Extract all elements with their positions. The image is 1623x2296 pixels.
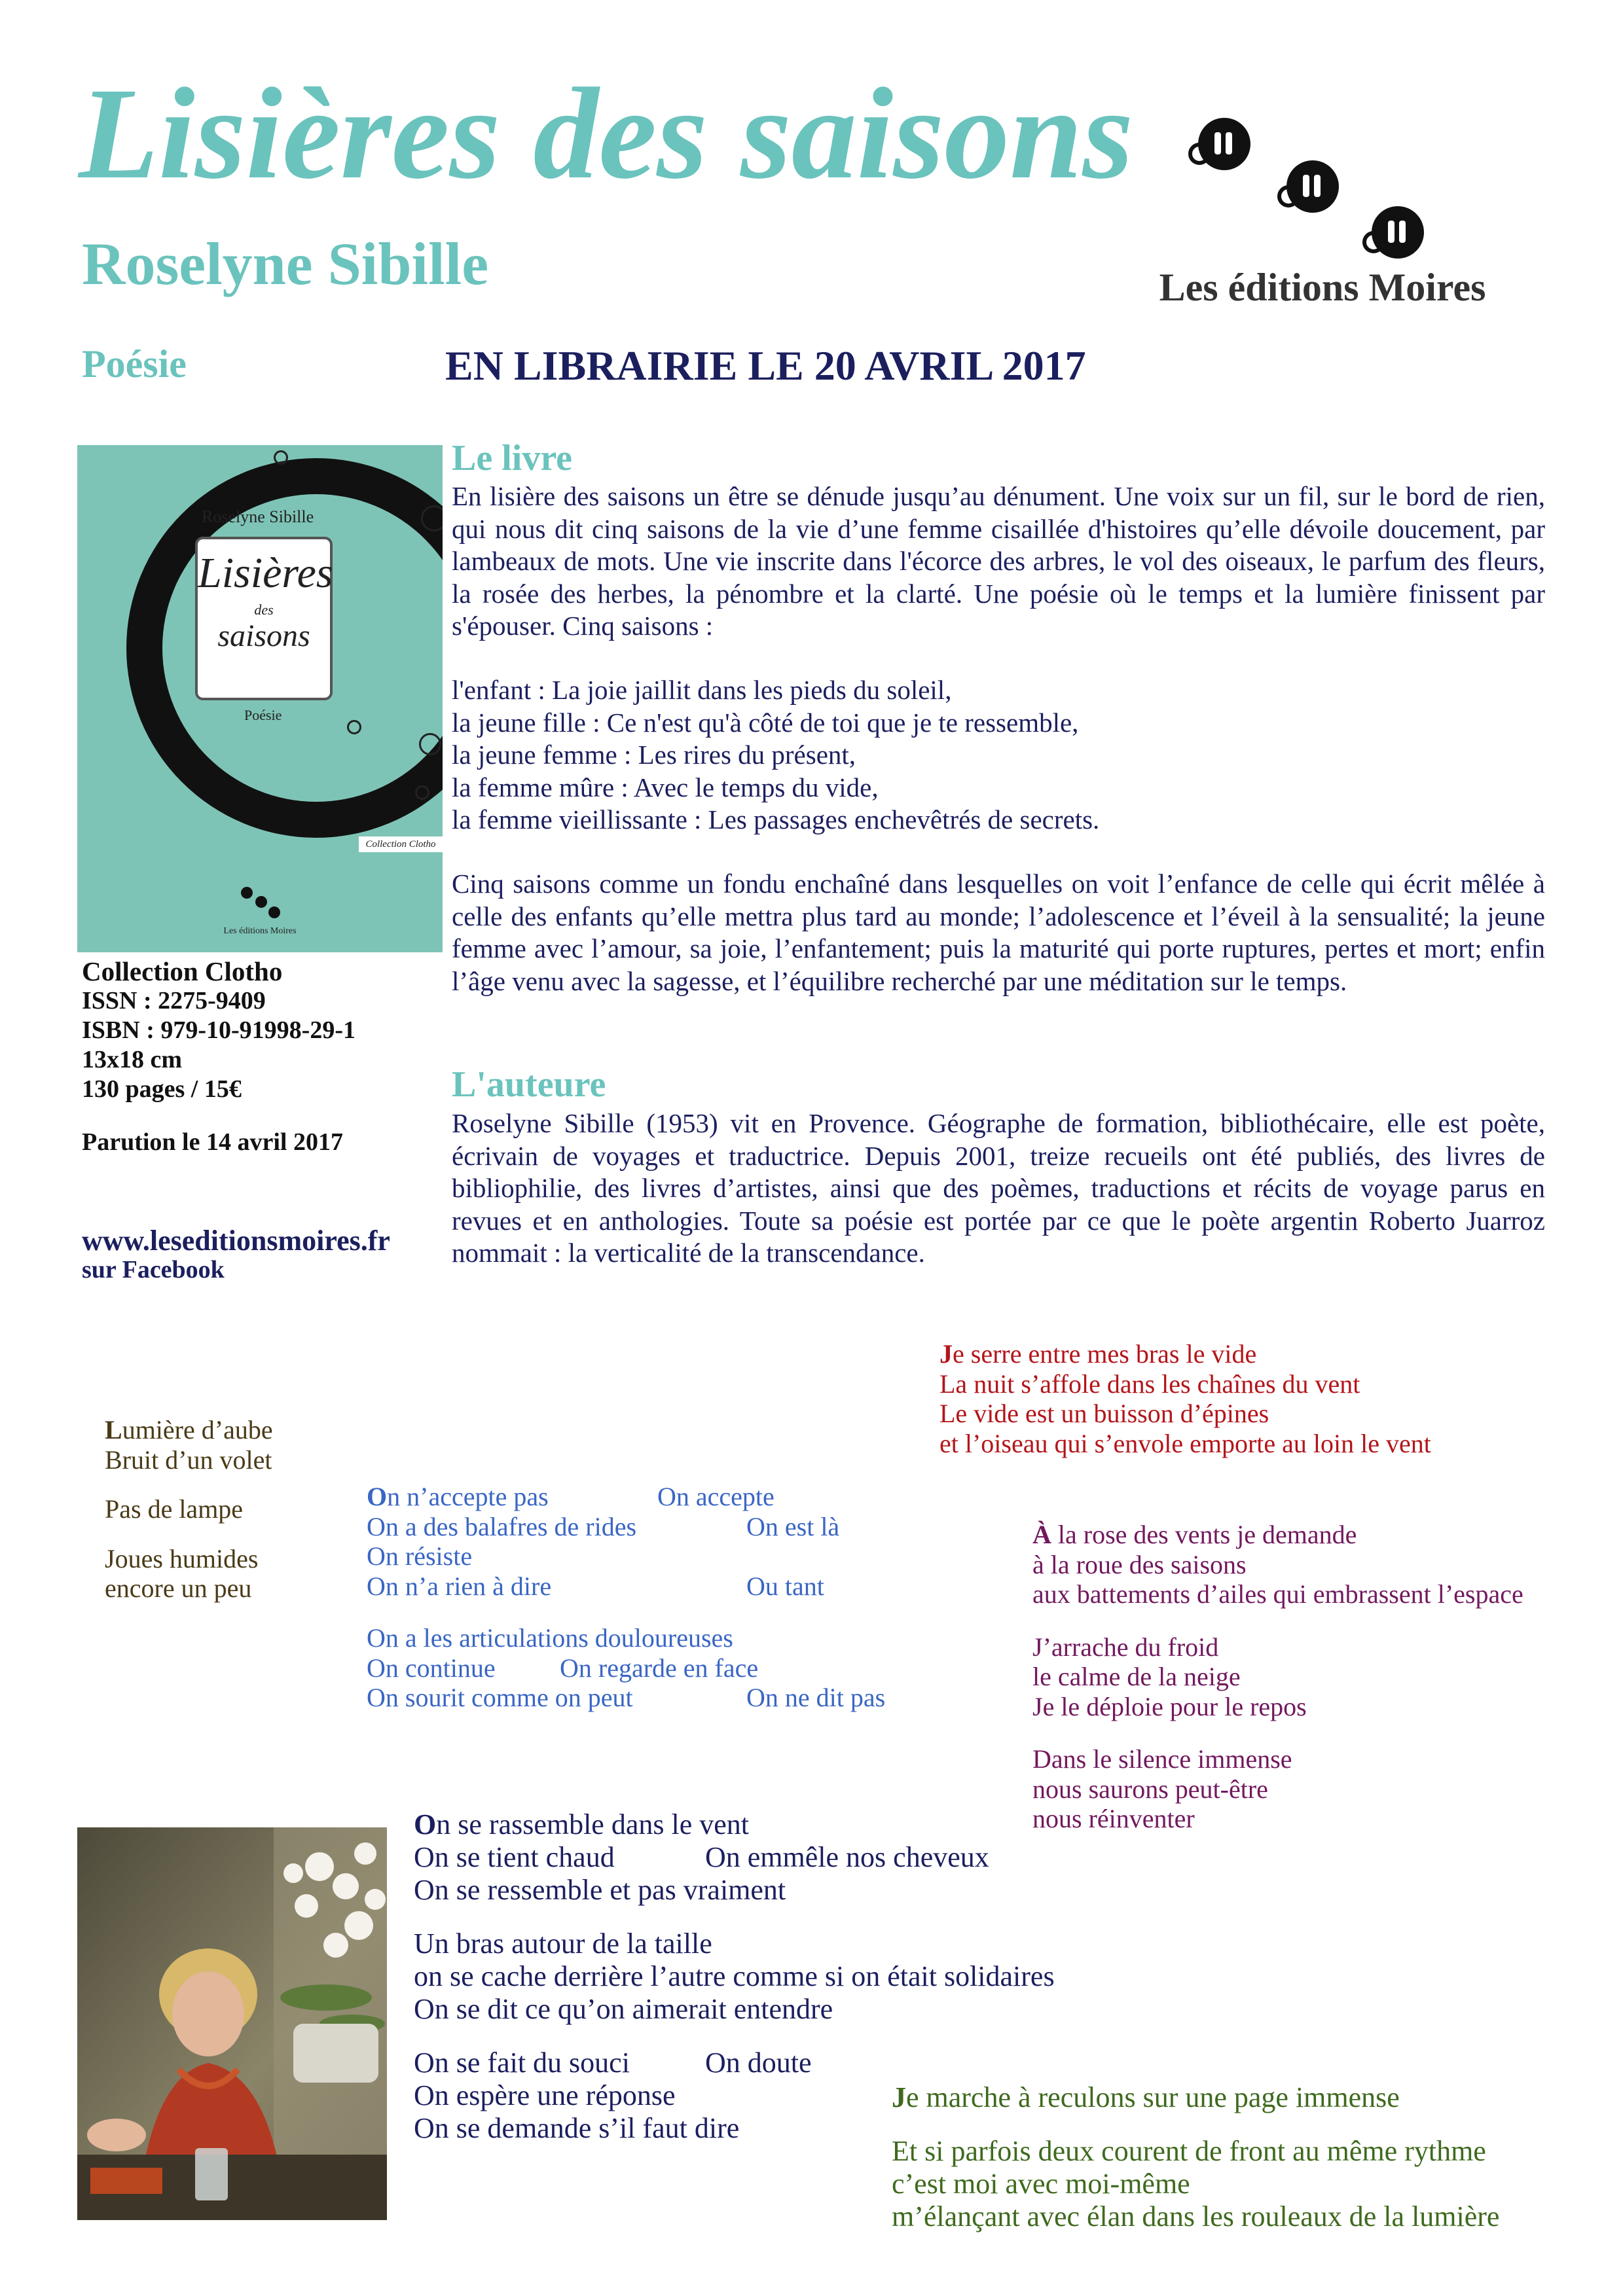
list-item: l'enfant : La joie jaillit dans les pieds du soleil, bbox=[452, 675, 952, 705]
poem-line bbox=[414, 2047, 1055, 2079]
poem-text: On n’a rien à dire bbox=[367, 1571, 552, 1601]
poem-line bbox=[892, 2081, 1499, 2114]
poem-line bbox=[414, 1808, 1055, 1841]
poem-text: On se fait du souci bbox=[414, 2047, 630, 2079]
cover-dot-icon bbox=[347, 720, 361, 734]
cover-collection: Collection Clotho bbox=[359, 836, 443, 852]
isbn: ISBN : 979-10-91998-29-1 bbox=[82, 1016, 356, 1044]
poem-rose-des-vents bbox=[1032, 1520, 1523, 1834]
poem-line bbox=[367, 1571, 885, 1602]
publisher-name: Les éditions Moires bbox=[1159, 266, 1486, 309]
parution-date: Parution le 14 avril 2017 bbox=[82, 1128, 343, 1156]
poem-line: Pas de lampe bbox=[105, 1494, 244, 1524]
list-item: la jeune femme : Les rires du présent, bbox=[452, 740, 856, 770]
poem-line: On résiste bbox=[367, 1541, 473, 1571]
poem-line: On espère une réponse bbox=[414, 2079, 676, 2111]
poem-text: n n’accepte pas bbox=[387, 1482, 549, 1511]
poem-line: Et si parfois deux courent de front au même rythme bbox=[892, 2135, 1486, 2167]
poem-line: nous saurons peut-être bbox=[1032, 1774, 1268, 1804]
livre-paragraph-1: En lisière des saisons un être se dénude jusqu’au dénument. Une voix sur un fil, sur le bord de rien, qui nous dit cinq saisons de la vie d’une femme cisaillée d'histoires qu’elle dévoile doucement, par lambeaux de mots. Une vie inscrite dans l'écorce des arbres, le vol des oiseaux, le parfum des fleurs, la rosée des herbes, la pénombre et la clarté. Une poésie où le temps et la lumière finissent par s'épouser. Cinq saisons : bbox=[452, 481, 1545, 641]
publisher-logo bbox=[1139, 105, 1506, 327]
cover-dot-icon bbox=[419, 733, 441, 755]
poem-initial: J bbox=[939, 1339, 953, 1369]
poem-line: encore un peu bbox=[105, 1573, 252, 1603]
cover-author: Roselyne Sibille bbox=[202, 507, 314, 526]
issn: ISSN : 2275-9409 bbox=[82, 987, 266, 1014]
book-cover bbox=[77, 445, 443, 952]
cover-title-line1: Lisières bbox=[198, 549, 333, 597]
facebook-link[interactable]: sur Facebook bbox=[82, 1256, 225, 1283]
poem-line: On se dit ce qu’on aimerait entendre bbox=[414, 1993, 833, 2025]
three-moires-icon bbox=[1139, 105, 1506, 262]
poem-text: On se tient chaud bbox=[414, 1841, 615, 1873]
livre-paragraph-2: Cinq saisons comme un fondu enchaîné dans lesquelles on voit l’enfance de celle qui écrit mêlée à celle des enfants qu’elle mettra plus tard au monde; l’adolescence et l’éveil à la sensualité; la jeune femme avec l’amour, sa joie, l’enfantement; puis la maturité qui porte ruptures, pertes et mort; enfin l’âge venu avec la sagesse, et l’équilibre recherché par une méditation sur le temps. bbox=[452, 869, 1545, 996]
poem-text: On emmêle nos cheveux bbox=[705, 1841, 989, 1873]
cover-title-des: des bbox=[254, 601, 274, 618]
poem-text: n se rassemble dans le vent bbox=[436, 1808, 749, 1840]
poem-text: e serre entre mes bras le vide bbox=[953, 1339, 1257, 1369]
poem-initial: À bbox=[1032, 1520, 1051, 1549]
poem-line bbox=[367, 1482, 885, 1512]
auteure-paragraph: Roselyne Sibille (1953) vit en Provence. Géographe de formation, bibliothécaire, elle est poète, écrivain de voyages et traductrice. Depuis 2001, treize recueils ont été publiés, des livres de bibliophilie, des livres d’artistes, ainsi que des poèmes, traductions et récits de voyage parus en revues et en anthologies. Toute sa poésie est portée par ce que le poète argentin Roberto Juarroz nommait : la verticalité de la transcendance. bbox=[452, 1108, 1545, 1268]
poem-line bbox=[367, 1683, 885, 1713]
poem-line: On se demande s’il faut dire bbox=[414, 2112, 740, 2144]
poem-line: aux battements d’ailes qui embrassent l’espace bbox=[1032, 1579, 1523, 1609]
poem-text: On regarde en face bbox=[560, 1653, 759, 1683]
poem-text: On accepte bbox=[657, 1482, 775, 1511]
saisons-list bbox=[452, 674, 1545, 836]
poem-line: Je le déploie pour le repos bbox=[1032, 1691, 1307, 1721]
cover-title-line2: saisons bbox=[217, 619, 310, 653]
cover-dot-icon bbox=[421, 505, 443, 531]
poem-text: e marche à reculons sur une page immense bbox=[906, 2081, 1400, 2113]
website-link[interactable]: www.leseditionsmoires.fr bbox=[82, 1225, 390, 1257]
poem-line: à la roue des saisons bbox=[1032, 1549, 1247, 1579]
section-title-auteure: L'auteure bbox=[452, 1064, 606, 1105]
poem-je-marche bbox=[892, 2081, 1499, 2233]
poem-line: Dans le silence immense bbox=[1032, 1744, 1292, 1774]
author-photo-image bbox=[77, 1827, 387, 2220]
cover-dot-icon bbox=[274, 450, 288, 465]
poem-on-accepte bbox=[367, 1482, 885, 1713]
poem-initial: L bbox=[105, 1415, 122, 1444]
poem-lumiere bbox=[105, 1415, 273, 1604]
author-name: Roselyne Sibille bbox=[82, 230, 489, 297]
poem-line: On se ressemble et pas vraiment bbox=[414, 1874, 786, 1906]
poem-line: le calme de la neige bbox=[1032, 1662, 1241, 1691]
poem-line: et l’oiseau qui s’envole emporte au loin le vent bbox=[939, 1428, 1431, 1458]
poem-line bbox=[105, 1415, 273, 1445]
poem-text: On a des balafres de rides bbox=[367, 1511, 637, 1541]
list-item: la jeune fille : Ce n'est qu'à côté de toi que je te ressemble, bbox=[452, 707, 1079, 738]
poem-initial: O bbox=[414, 1808, 437, 1840]
poem-line: c’est moi avec moi-même bbox=[892, 2168, 1190, 2200]
cover-publisher: Les éditions Moires bbox=[223, 926, 297, 936]
poem-initial: O bbox=[367, 1482, 388, 1511]
poem-text: On est là bbox=[746, 1511, 840, 1541]
poem-line bbox=[939, 1339, 1431, 1369]
poem-initial: J bbox=[892, 2081, 906, 2113]
poem-line: On a les articulations douloureuses bbox=[367, 1623, 733, 1653]
format: 13x18 cm bbox=[82, 1046, 183, 1073]
cover-title-frame bbox=[195, 537, 333, 700]
poem-line bbox=[1032, 1520, 1523, 1550]
poem-line: La nuit s’affole dans les chaînes du vent bbox=[939, 1369, 1360, 1399]
genre-label: Poésie bbox=[82, 342, 187, 386]
poem-line: Bruit d’un volet bbox=[105, 1444, 272, 1475]
page-title: Lisières des saisons bbox=[79, 62, 1134, 206]
list-item: la femme mûre : Avec le temps du vide, bbox=[452, 772, 879, 802]
pages-price: 130 pages / 15€ bbox=[82, 1075, 242, 1103]
author-photo bbox=[77, 1827, 387, 2220]
poem-line: J’arrache du froid bbox=[1032, 1632, 1219, 1662]
collection-name: Collection Clotho bbox=[82, 956, 283, 986]
section-title-livre: Le livre bbox=[452, 438, 573, 478]
poem-line: nous réinventer bbox=[1032, 1804, 1195, 1833]
poem-line: Joues humides bbox=[105, 1543, 259, 1573]
list-item: la femme vieillissante : Les passages enchevêtrés de secrets. bbox=[452, 804, 1100, 834]
poem-line: Un bras autour de la taille bbox=[414, 1928, 712, 1960]
poem-line: Le vide est un buisson d’épines bbox=[939, 1399, 1269, 1428]
poem-line: m’élançant avec élan dans les rouleaux de la lumière bbox=[892, 2200, 1500, 2233]
poem-text: la rose des vents je demande bbox=[1051, 1520, 1357, 1549]
cover-publisher-logo-icon bbox=[238, 884, 283, 923]
poem-text: On continue bbox=[367, 1653, 496, 1683]
poem-line: on se cache derrière l’autre comme si on était solidaires bbox=[414, 1960, 1055, 1992]
poem-line bbox=[414, 1841, 1055, 1874]
book-details bbox=[82, 957, 356, 1104]
cover-genre: Poésie bbox=[244, 707, 282, 723]
poem-line bbox=[367, 1653, 885, 1683]
poem-text: On sourit comme on peut bbox=[367, 1683, 633, 1712]
poem-je-serre bbox=[939, 1339, 1431, 1458]
poem-text: On ne dit pas bbox=[746, 1683, 886, 1712]
poem-text: On doute bbox=[705, 2047, 812, 2079]
poem-text: Ou tant bbox=[746, 1571, 824, 1601]
poem-text: umière d’aube bbox=[122, 1415, 273, 1444]
poem-line bbox=[367, 1512, 885, 1542]
release-date-banner: EN LIBRAIRIE LE 20 AVRIL 2017 bbox=[445, 342, 1086, 389]
cover-dot-icon bbox=[415, 785, 429, 800]
